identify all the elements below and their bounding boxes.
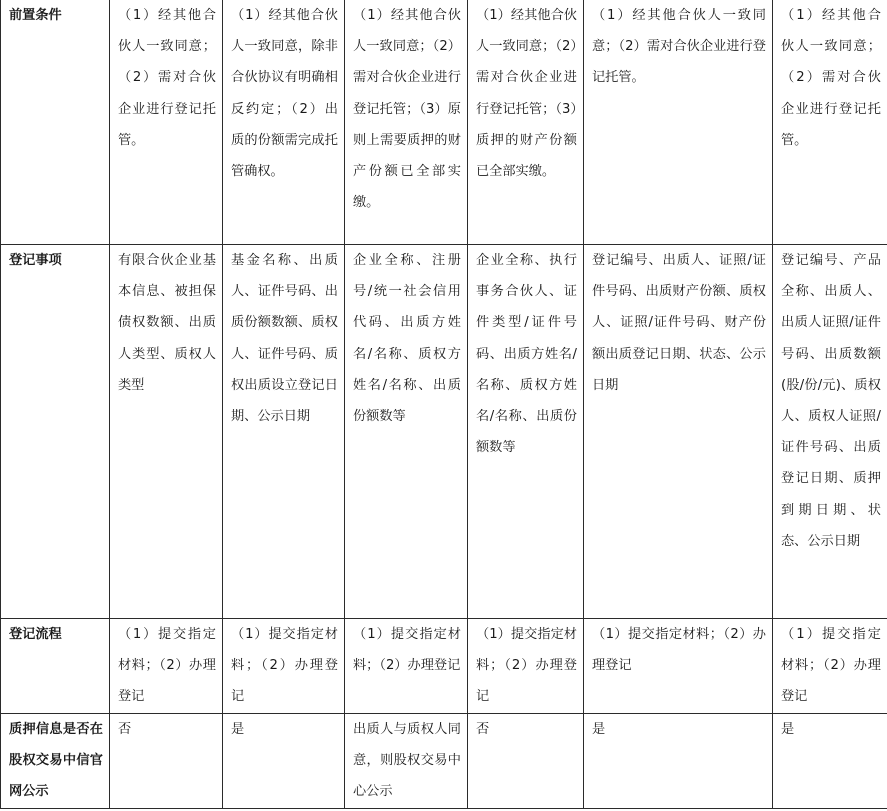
row-header-registration-items: 登记事项	[1, 245, 110, 619]
table-cell: （1）经其他合伙人一致同意；（2）需对合伙企业进行登记托管。	[110, 0, 223, 245]
table-cell: （1）提交指定材料；（2）办理登记	[223, 619, 345, 714]
table-row	[1, 619, 887, 714]
table-cell: 登记编号、出质人、证照/证件号码、出质财产份额、质权人、证照/证件号码、财产份额出质登记日期、状态、公示日期	[584, 245, 773, 619]
table-cell: 企业全称、执行事务合伙人、证件类型/证件号码、出质方姓名/名称、质权方姓名/名称、出质份额数等	[468, 245, 584, 619]
table-row	[1, 0, 887, 245]
table-row	[1, 245, 887, 619]
table-cell: 出质人与质权人同意，则股权交易中心公示	[345, 713, 468, 808]
table-cell: 是	[773, 713, 887, 808]
row-header-public-disclosure: 质押信息是否在股权交易中信官网公示	[1, 713, 110, 808]
table-cell: 否	[110, 713, 223, 808]
table-cell: （1）经其他合伙人一致同意；（2）需对合伙企业进行登记托管。	[773, 0, 887, 245]
row-header-registration-process: 登记流程	[1, 619, 110, 714]
table-cell: （1）提交指定材料；（2）办理登记	[468, 619, 584, 714]
table-cell: （1）提交指定材料；（2）办理登记	[345, 619, 468, 714]
table-cell: 是	[223, 713, 345, 808]
table-cell: （1）经其他合伙人一致同意；（2）需对合伙企业进行登记托管；（3）质押的财产份额已全部实缴。	[468, 0, 584, 245]
table-cell: 是	[584, 713, 773, 808]
table-cell: 基金名称、出质人、证件号码、出质份额数额、质权人、证件号码、质权出质设立登记日期、公示日期	[223, 245, 345, 619]
table-cell: （1）提交指定材料；（2）办理登记	[773, 619, 887, 714]
row-header-preconditions: 前置条件	[1, 0, 110, 245]
table-cell: 登记编号、产品全称、出质人、出质人证照/证件号码、出质数额(股/份/元)、质权人、质权人证照/证件号码、出质登记日期、质押到期日期、状态、公示日期	[773, 245, 887, 619]
table-cell: 否	[468, 713, 584, 808]
table-cell: 企业全称、注册号/统一社会信用代码、出质方姓名/名称、质权方姓名/名称、出质份额数等	[345, 245, 468, 619]
table-cell: （1）经其他合伙人一致同意；（2）需对合伙企业进行登记托管。	[584, 0, 773, 245]
table-cell: （1）经其他合伙人一致同意，除非合伙协议有明确相反约定；（2）出质的份额需完成托管确权。	[223, 0, 345, 245]
table-cell: （1）提交指定材料；（2）办理登记	[584, 619, 773, 714]
table-cell: 有限合伙企业基本信息、被担保债权数额、出质人类型、质权人类型	[110, 245, 223, 619]
table-cell: （1）提交指定材料；（2）办理登记	[110, 619, 223, 714]
table-cell: （1）经其他合伙人一致同意；（2）需对合伙企业进行登记托管；（3）原则上需要质押的财产份额已全部实缴。	[345, 0, 468, 245]
table-row	[1, 713, 887, 808]
